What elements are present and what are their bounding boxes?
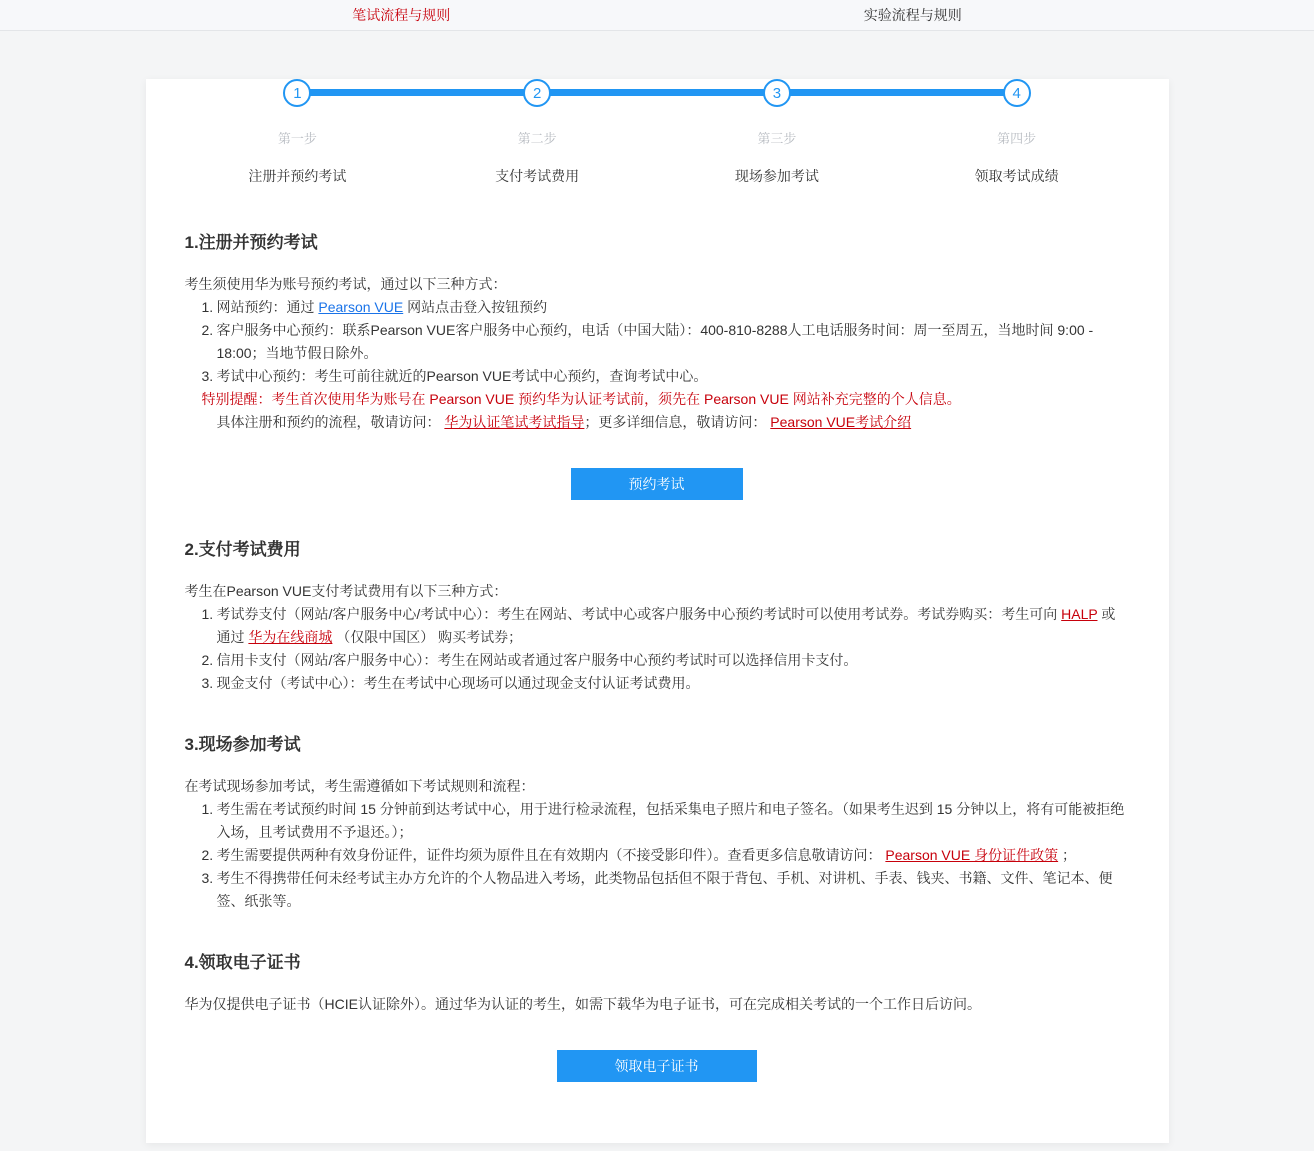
section-heading: 1.注册并预约考试 bbox=[184, 233, 318, 252]
step-title: 注册并预约考试 bbox=[248, 168, 347, 184]
step bbox=[657, 79, 897, 186]
text-segment: 考试中心预约：考生可前往就近的Pearson VUE考试中心预约，查询考试中心。 bbox=[216, 368, 708, 384]
text-segment: 特别提醒：考生首次使用华为账号在 Pearson VUE 预约华为认证考试前，须先在 Pearson VUE 网站补充完整的个人信息。 bbox=[201, 391, 961, 407]
list-index: 1. bbox=[201, 299, 214, 315]
stepper bbox=[178, 79, 1137, 186]
text-segment: 或通过 bbox=[216, 606, 1116, 645]
list-index: 3. bbox=[201, 368, 214, 384]
ordered-list bbox=[185, 798, 1129, 913]
halp-link[interactable]: HALP bbox=[1061, 606, 1098, 622]
written-exam-guide-link[interactable]: 华为认证笔试考试指导 bbox=[444, 414, 585, 430]
step-title: 领取考试成绩 bbox=[974, 168, 1059, 184]
step bbox=[417, 79, 657, 186]
step-number-indicator: 3 bbox=[763, 79, 791, 107]
step-number-indicator: 2 bbox=[523, 79, 551, 107]
text-segment: 考生需在考试预约时间 15 分钟前到达考试中心，用于进行检录流程，包括采集电子照片和电子签名。（如果考生迟到 15 分钟以上，将有可能被拒绝入场，且考试费用不予退还。）； bbox=[216, 801, 1125, 840]
list-item bbox=[185, 319, 1129, 365]
text-segment: 考生需要提供两种有效身份证件，证件均须为原件且在有效期内（不接受影印件）。查看更多信息敬请访问： bbox=[216, 847, 886, 863]
id-policy-link[interactable]: Pearson VUE 身份证件政策 bbox=[885, 847, 1059, 863]
tab-lab-exam-rules[interactable]: 实验流程与规则 bbox=[863, 7, 962, 23]
book-exam-button[interactable]: 预约考试 bbox=[571, 468, 743, 500]
button-row bbox=[185, 468, 1129, 500]
note-line bbox=[185, 388, 1129, 411]
step-title: 支付考试费用 bbox=[495, 168, 580, 184]
text-segment: ；更多详细信息，敬请访问： bbox=[584, 414, 771, 430]
section bbox=[185, 538, 1129, 695]
text-segment: 信用卡支付（网站/客户服务中心）：考生在网站或者通过客户服务中心预约考试时可以选择信用卡支付。 bbox=[216, 652, 858, 668]
list-index: 1. bbox=[201, 801, 214, 817]
button-row bbox=[185, 1050, 1129, 1082]
section-intro-paragraph: 在考试现场参加考试，考生需遵循如下考试规则和流程： bbox=[184, 778, 535, 794]
list-item bbox=[185, 365, 1129, 388]
list-item bbox=[185, 867, 1129, 913]
list-item bbox=[185, 296, 1129, 319]
step bbox=[178, 79, 418, 186]
pearson-vue-intro-link[interactable]: Pearson VUE考试介绍 bbox=[770, 414, 912, 430]
list-index: 2. bbox=[201, 322, 214, 338]
section-heading: 2.支付考试费用 bbox=[184, 540, 301, 559]
text-segment: 网站点击登入按钮预约 bbox=[403, 299, 548, 315]
section-intro-paragraph: 考生须使用华为账号预约考试，通过以下三种方式： bbox=[184, 276, 507, 292]
tab-written-exam-rules[interactable]: 笔试流程与规则 bbox=[352, 7, 451, 23]
step-label: 第四步 bbox=[997, 131, 1037, 146]
list-index: 1. bbox=[201, 606, 214, 622]
text-segment: 考生不得携带任何未经考试主办方允许的个人物品进入考场，此类物品包括但不限于背包、手机、对讲机、手表、钱夹、书籍、文件、笔记本、便签、纸张等。 bbox=[216, 870, 1113, 909]
text-segment: （仅限中国区） 购买考试券； bbox=[332, 629, 523, 645]
step-title: 现场参加考试 bbox=[734, 168, 819, 184]
text-segment: ； bbox=[1058, 847, 1076, 863]
text-segment: 网站预约：通过 bbox=[216, 299, 319, 315]
list-item bbox=[185, 672, 1129, 695]
stepper-steps bbox=[178, 79, 1137, 186]
section bbox=[185, 231, 1129, 500]
step-number-indicator: 4 bbox=[1003, 79, 1031, 107]
note-line bbox=[185, 411, 1129, 434]
text-segment: 具体注册和预约的流程，敬请访问： bbox=[216, 414, 445, 430]
step-label: 第三步 bbox=[757, 131, 797, 146]
huawei-online-store-link[interactable]: 华为在线商城 bbox=[248, 629, 333, 645]
section bbox=[185, 951, 1129, 1082]
list-item bbox=[185, 603, 1129, 649]
list-item bbox=[185, 798, 1129, 844]
section-heading: 3.现场参加考试 bbox=[184, 735, 301, 754]
topbar bbox=[0, 0, 1314, 31]
sections-container bbox=[146, 186, 1169, 1082]
step bbox=[897, 79, 1137, 186]
ordered-list bbox=[185, 296, 1129, 388]
step-label: 第一步 bbox=[277, 131, 317, 146]
list-index: 3. bbox=[201, 675, 214, 691]
pearson-vue-link[interactable]: Pearson VUE bbox=[318, 299, 404, 315]
topbar-tabs bbox=[146, 0, 1169, 30]
content-card bbox=[146, 79, 1169, 1143]
section-heading: 4.领取电子证书 bbox=[184, 953, 301, 972]
list-index: 2. bbox=[201, 847, 214, 863]
section bbox=[185, 733, 1129, 913]
list-item bbox=[185, 844, 1129, 867]
list-index: 3. bbox=[201, 870, 214, 886]
ordered-list bbox=[185, 603, 1129, 695]
get-certificate-button[interactable]: 领取电子证书 bbox=[557, 1050, 757, 1082]
text-segment: 现金支付（考试中心）：考生在考试中心现场可以通过现金支付认证考试费用。 bbox=[216, 675, 700, 691]
list-index: 2. bbox=[201, 652, 214, 668]
text-segment: 考试券支付（网站/客户服务中心/考试中心）：考生在网站、考试中心或客户服务中心预约考试时可以使用考试券。考试券购买：考生可向 bbox=[216, 606, 1062, 622]
text-segment: 客户服务中心预约：联系Pearson VUE客户服务中心预约，电话（中国大陆）：400-810-8288人工电话服务时间：周一至周五，当地时间 9:00 - 18:00；当地节假日除外。 bbox=[216, 322, 1094, 361]
list-item bbox=[185, 649, 1129, 672]
step-number-indicator: 1 bbox=[283, 79, 311, 107]
section-intro-paragraph: 考生在Pearson VUE支付考试费用有以下三种方式： bbox=[184, 583, 508, 599]
step-label: 第二步 bbox=[517, 131, 557, 146]
section-intro-paragraph: 华为仅提供电子证书（HCIE认证除外）。通过华为认证的考生，如需下载华为电子证书，可在完成相关考试的一个工作日后访问。 bbox=[184, 996, 981, 1012]
